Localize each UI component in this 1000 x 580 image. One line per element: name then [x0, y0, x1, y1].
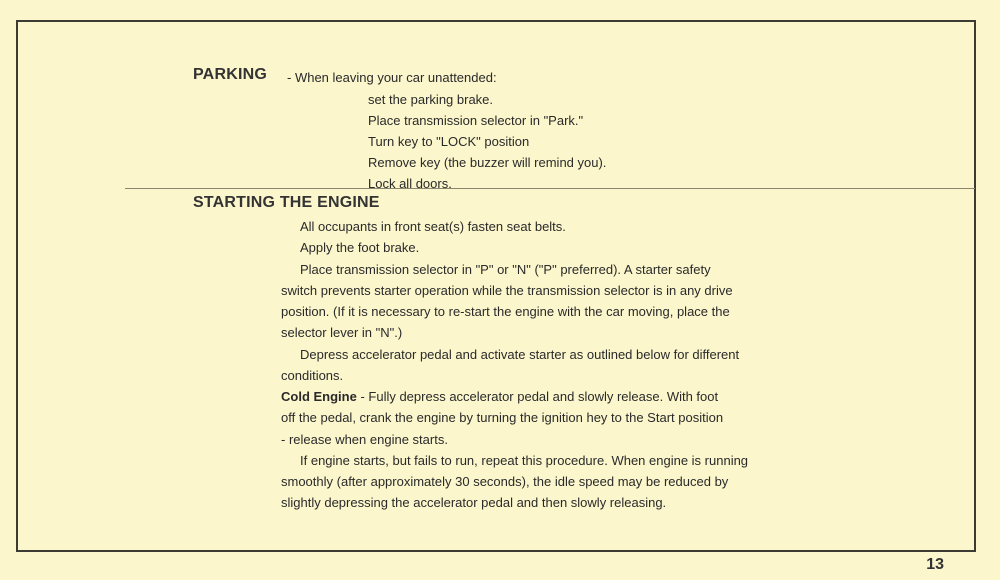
starting-line: Place transmission selector in "P" or "N" ("P" preferred). A starter safety [300, 262, 711, 277]
parking-step: Remove key (the buzzer will remind you). [368, 155, 607, 170]
cold-engine-line: smoothly (after approximately 30 seconds), the idle speed may be reduced by [281, 474, 729, 489]
parking-step: Lock all doors. [368, 176, 452, 191]
starting-line: selector lever in "N".) [281, 325, 403, 340]
parking-step: set the parking brake. [368, 92, 494, 107]
section-divider [125, 188, 975, 189]
cold-engine-text: - Fully depress accelerator pedal and slowly release. With foot [356, 389, 719, 404]
starting-heading: STARTING THE ENGINE [193, 194, 380, 211]
starting-line: switch prevents starter operation while the transmission selector is in any drive [281, 283, 733, 298]
page-number: 13 [926, 556, 944, 573]
starting-line: position. (If it is necessary to re-start the engine with the car moving, place the [281, 304, 730, 319]
parking-step: Turn key to "LOCK" position [368, 134, 530, 149]
starting-line: conditions. [281, 368, 344, 383]
cold-engine-line: slightly depressing the accelerator pedal and then slowly releasing. [281, 495, 667, 510]
parking-step: Place transmission selector in "Park." [368, 113, 584, 128]
starting-line: Apply the foot brake. [300, 240, 420, 255]
starting-line: All occupants in front seat(s) fasten seat belts. [300, 219, 566, 234]
starting-line: Depress accelerator pedal and activate starter as outlined below for different [300, 347, 740, 362]
cold-engine-line: off the pedal, crank the engine by turning the ignition hey to the Start position [281, 410, 724, 425]
parking-heading: PARKING [193, 66, 267, 83]
cold-engine-label: Cold Engine [281, 389, 357, 404]
cold-engine-line: If engine starts, but fails to run, repeat this procedure. When engine is running [300, 453, 749, 468]
parking-intro: - When leaving your car unattended: [287, 70, 497, 85]
cold-engine-line [281, 389, 718, 404]
cold-engine-line: - release when engine starts. [281, 432, 448, 447]
